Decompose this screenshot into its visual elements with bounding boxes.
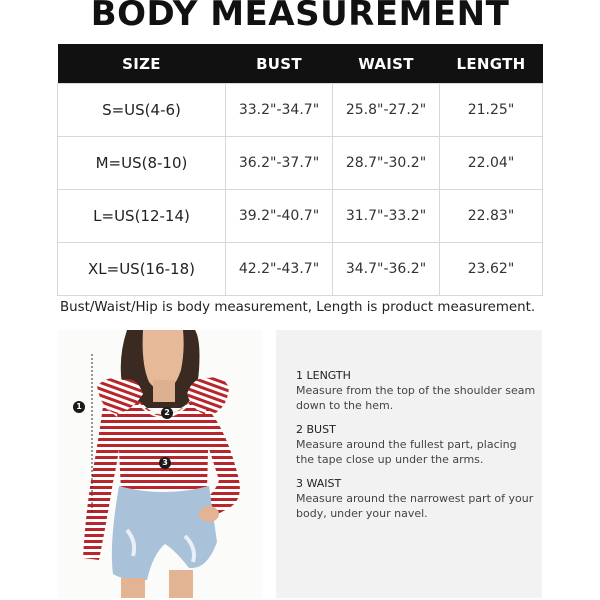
header-waist: WAIST xyxy=(333,44,440,84)
length-cell: 22.83" xyxy=(440,190,543,243)
table-row xyxy=(58,190,543,243)
size-cell: S=US(4-6) xyxy=(58,84,226,137)
marker-waist: 3 xyxy=(159,457,171,469)
guide-waist xyxy=(296,476,536,521)
header-bust: BUST xyxy=(226,44,333,84)
guide-bust-title: 2 BUST xyxy=(296,423,336,436)
bust-cell: 33.2"-34.7" xyxy=(226,84,333,137)
table-row xyxy=(58,137,543,190)
waist-cell: 28.7"-30.2" xyxy=(333,137,440,190)
guide-length xyxy=(296,368,536,413)
table-row xyxy=(58,243,543,296)
measurement-guide-panel xyxy=(276,330,542,598)
size-cell: M=US(8-10) xyxy=(58,137,226,190)
marker-length: 1 xyxy=(73,401,85,413)
marker-bust: 2 xyxy=(161,407,173,419)
size-cell: XL=US(16-18) xyxy=(58,243,226,296)
waist-cell: 25.8"-27.2" xyxy=(333,84,440,137)
product-photo xyxy=(57,330,262,598)
length-cell: 22.04" xyxy=(440,137,543,190)
table-row xyxy=(58,84,543,137)
bust-cell: 36.2"-37.7" xyxy=(226,137,333,190)
header-length: LENGTH xyxy=(440,44,543,84)
guide-bust-description: Measure around the fullest part, placing the tape close up under the arms. xyxy=(296,438,517,466)
measurement-note: Bust/Waist/Hip is body measurement, Length is product measurement. xyxy=(60,300,536,315)
header-size: SIZE xyxy=(58,44,226,84)
bust-cell: 42.2"-43.7" xyxy=(226,243,333,296)
guide-length-title: 1 LENGTH xyxy=(296,369,351,382)
waist-cell: 31.7"-33.2" xyxy=(333,190,440,243)
guide-bust xyxy=(296,422,536,467)
guide-length-description: Measure from the top of the shoulder seam down to the hem. xyxy=(296,384,536,412)
length-cell: 23.62" xyxy=(440,243,543,296)
guide-waist-title: 3 WAIST xyxy=(296,477,342,490)
page-title: BODY MEASUREMENT xyxy=(90,0,510,34)
guide-waist-description: Measure around the narrowest part of your body, under your navel. xyxy=(296,492,534,520)
bust-cell: 39.2"-40.7" xyxy=(226,190,333,243)
table-header-row xyxy=(58,44,543,84)
length-cell: 21.25" xyxy=(440,84,543,137)
waist-cell: 34.7"-36.2" xyxy=(333,243,440,296)
size-chart-table xyxy=(57,44,543,296)
size-cell: L=US(12-14) xyxy=(58,190,226,243)
